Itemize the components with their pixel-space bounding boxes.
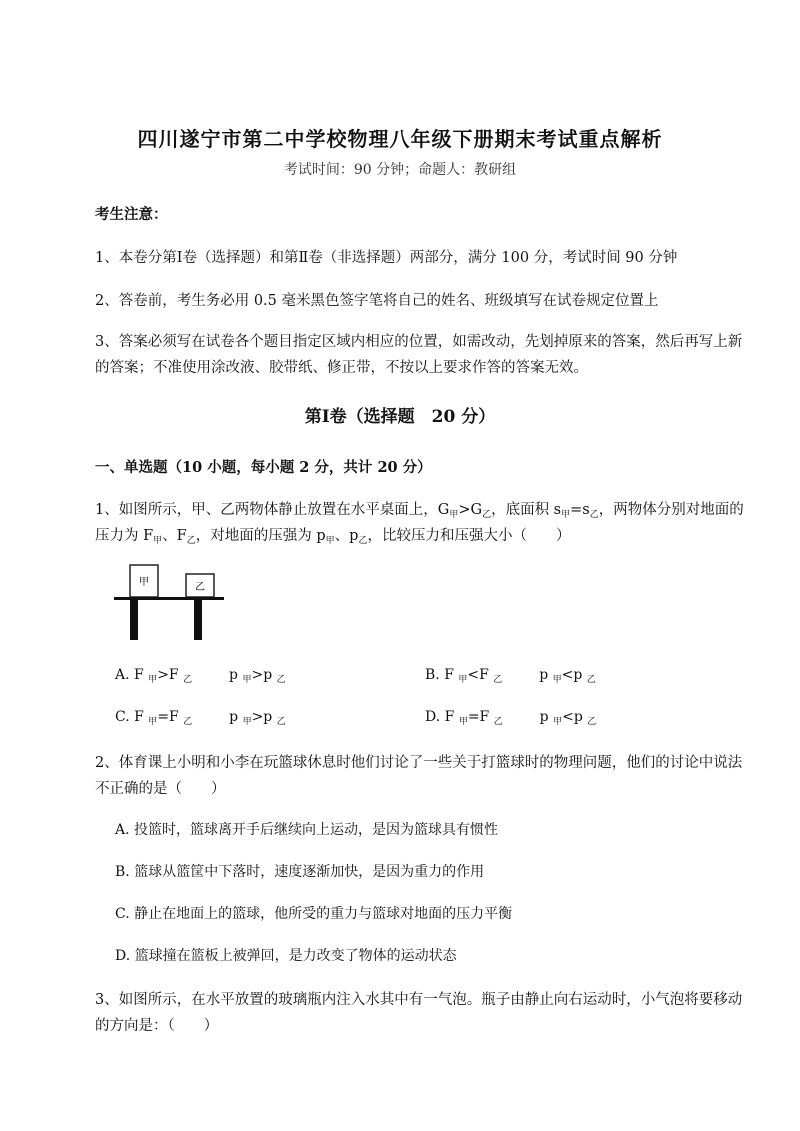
question-2-option-d[interactable]: D. 篮球撞在篮板上被弹回，是力改变了物体的运动状态 <box>115 948 457 964</box>
question-2-line-1: 2、体育课上小明和小李在玩篮球休息时他们讨论了一些关于打篮球时的物理问题，他们的讨论中说法 <box>95 755 743 771</box>
section-title: 第Ⅰ卷（选择题 20 分） <box>304 407 496 427</box>
question-2-line-2: 不正确的是（ ） <box>95 781 226 797</box>
notice-item-1: 1、本卷分第Ⅰ卷（选择题）和第Ⅱ卷（非选择题）两部分，满分 100 分，考试时间 90 分钟 <box>95 250 678 266</box>
table-figure <box>110 562 230 644</box>
part-heading: 一、单选题（10 小题，每小题 2 分，共计 20 分） <box>95 459 432 476</box>
option-b[interactable]: B. F $_甲$<F $_乙$ p $_甲$<p $_乙$ <box>425 667 596 685</box>
question-1-line-2: 压力为 $F_甲$、$F_乙$，对地面的压强为 $p_甲$、$p_乙$，比较压力和压强大小（ ） <box>95 528 571 546</box>
question-1-line-1: 1、如图所示，甲、乙两物体静止放置在水平桌面上，$G_甲>G_乙$，底面积 $s_甲=s_乙$，两物体分别对地面的 <box>95 502 744 520</box>
notice-item-3-cont: 的答案；不准使用涂改液、胶带纸、修正带，不按以上要求作答的答案无效。 <box>95 360 588 376</box>
table-leg-left <box>130 600 138 640</box>
option-a[interactable]: A. F $_甲$>F $_乙$ p $_甲$>p $_乙$ <box>115 667 286 685</box>
block-yi-label: 乙 <box>195 582 205 593</box>
option-c[interactable]: C. F $_甲$=F $_乙$ p $_甲$>p $_乙$ <box>115 709 286 727</box>
question-2-option-a[interactable]: A. 投篮时，篮球离开手后继续向上运动，是因为篮球具有惯性 <box>115 822 499 838</box>
question-2-option-b[interactable]: B. 篮球从篮筐中下落时，速度逐渐加快，是因为重力的作用 <box>115 864 485 880</box>
notice-item-2: 2、答卷前，考生务必用 0.5 毫米黑色签字笔将自己的姓名、班级填写在试卷规定位置上 <box>95 293 659 309</box>
question-3-line-2: 的方向是：（ ） <box>95 1018 219 1034</box>
question-3-line-1: 3、如图所示，在水平放置的玻璃瓶内注入水其中有一气泡。瓶子由静止向右运动时，小气泡将要移动 <box>95 992 743 1008</box>
page-title: 四川遂宁市第二中学校物理八年级下册期末考试重点解析 <box>137 127 663 151</box>
question-2-option-c[interactable]: C. 静止在地面上的篮球，他所受的重力与篮球对地面的压力平衡 <box>115 906 513 922</box>
block-jia-label: 甲 <box>139 577 149 588</box>
notice-item-3: 3、答案必须写在试卷各个题目指定区域内相应的位置，如需改动，先划掉原来的答案，然后再写上新 <box>95 334 743 350</box>
table-top <box>114 597 224 600</box>
table-leg-right <box>194 600 202 640</box>
exam-info: 考试时间：90 分钟；命题人：教研组 <box>283 162 517 178</box>
notice-heading: 考生注意： <box>95 206 168 223</box>
option-d[interactable]: D. F $_甲$=F $_乙$ p $_甲$<p $_乙$ <box>425 709 597 727</box>
